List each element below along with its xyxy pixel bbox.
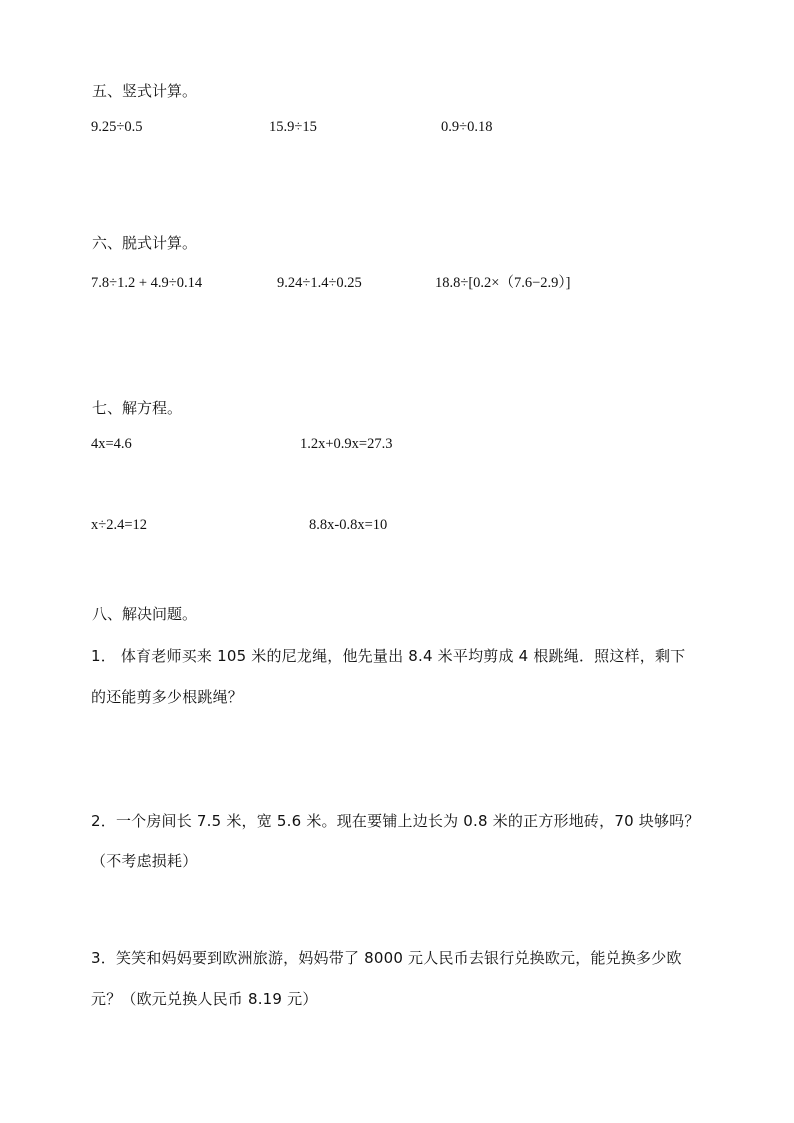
section-7-title: 七、解方程。: [92, 399, 183, 417]
problem-2-line-1: 2．一个房间长 7.5 米，宽 5.6 米。现在要铺上边长为 0.8 米的正方形地砖，70 块够吗？: [91, 812, 700, 830]
section-5-item-2: 15.9÷15: [269, 119, 317, 135]
section-6-item-1: 7.8÷1.2 + 4.9÷0.14: [91, 275, 203, 291]
section-6-item-3: 18.8÷[0.2×（7.6−2.9）]: [435, 275, 571, 291]
problem-3-line-1: 3．笑笑和妈妈要到欧洲旅游，妈妈带了 8000 元人民币去银行兑换欧元，能兑换多少欧: [91, 949, 682, 967]
section-8-title: 八、解决问题。: [92, 605, 198, 623]
problem-1-line-2: 的还能剪多少根跳绳？: [91, 688, 244, 706]
section-5-item-1: 9.25÷0.5: [91, 119, 143, 135]
problem-1-line-1: 1． 体育老师买来 105 米的尼龙绳，他先量出 8.4 米平均剪成 4 根跳绳．照这样，剩下: [91, 647, 686, 665]
equation-2: 1.2x+0.9x=27.3: [300, 436, 393, 452]
section-5-item-3: 0.9÷0.18: [441, 119, 493, 135]
section-5-title: 五、竖式计算。: [92, 82, 198, 100]
equation-3: x÷2.4=12: [91, 517, 148, 533]
section-6-title: 六、脱式计算。: [92, 234, 198, 252]
section-6-item-2: 9.24÷1.4÷0.25: [277, 275, 362, 291]
problem-3-line-2: 元？（欧元兑换人民币 8.19 元）: [91, 990, 318, 1008]
equation-1: 4x=4.6: [91, 436, 132, 452]
equation-4: 8.8x-0.8x=10: [309, 517, 388, 533]
problem-2-line-2: （不考虑损耗）: [91, 852, 198, 870]
